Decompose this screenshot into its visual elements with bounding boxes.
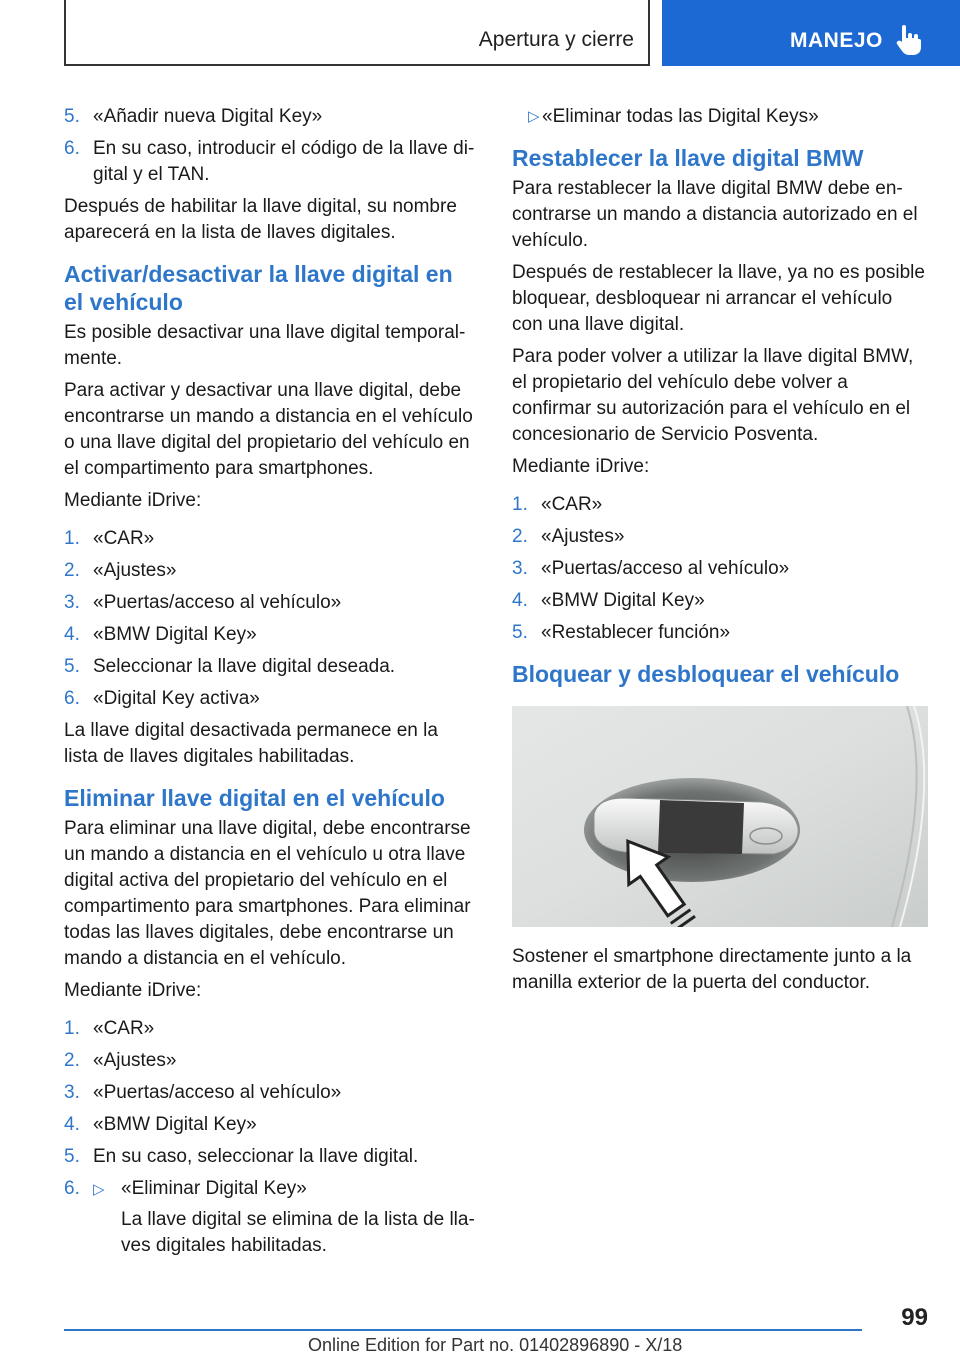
footer-edition: Online Edition for Part no. 01402896890 - X/18 xyxy=(308,1335,683,1355)
paragraph: Sostener el smartphone directamente junto a la manilla exterior de la puerta del conductor. xyxy=(512,946,912,993)
list-item: 6. ▷ «Eliminar Digital Key» La llave digital se elimina de la lista de llaves digitales habilitadas. xyxy=(64,1176,476,1259)
triangle-bullet-icon: ▷ xyxy=(93,1181,105,1198)
list-item: 1. «CAR» xyxy=(64,1018,155,1039)
list-item: 5. Seleccionar la llave digital deseada. xyxy=(64,656,396,677)
hand-pointer-icon xyxy=(896,24,924,56)
step-note: La llave digital se elimina de la lista de llaves digitales habilitadas. xyxy=(121,1209,475,1256)
steps-reset xyxy=(512,492,928,646)
heading-reset-key: Restablecer la llave digital BMW xyxy=(512,145,864,171)
triangle-bullet-icon: ▷ xyxy=(528,108,540,125)
list-item: 5. «Añadir nueva Digital Key» xyxy=(64,106,323,127)
list-item: 3. «Puertas/acceso al vehículo» xyxy=(64,592,342,613)
page-number: 99 xyxy=(901,1304,928,1331)
left-column xyxy=(64,100,476,1265)
paragraph: Para poder volver a utilizar la llave digital BMW, el propietario del vehículo debe volver a confirmar su autorización para el vehículo en el concesionario de Servicio Posventa. xyxy=(512,346,914,445)
paragraph: Después de restablecer la llave, ya no es posible bloquear, desbloquear ni arrancar el vehículo con una llave digital. xyxy=(512,262,925,335)
heading-delete-key: Eliminar llave digital en el vehículo xyxy=(64,785,445,811)
paragraph: Mediante iDrive: xyxy=(512,456,650,477)
list-item: 4. «BMW Digital Key» xyxy=(512,590,705,611)
paragraph: Mediante iDrive: xyxy=(64,490,202,511)
list-item: 5. «Restablecer función» xyxy=(512,622,731,643)
list-item: 2. «Ajustes» xyxy=(64,1050,177,1071)
paragraph: Para eliminar una llave digital, debe encontrarse un mando a distancia en el vehículo u otra llave digital activa del propietario del vehículo en el compartimento para smartphones. Para eliminar todas las llaves digitales, debe encontrarse un mando a distancia en el vehículo. xyxy=(64,818,471,969)
heading-activate-deactivate: Activar/desactivar la llave digital en el vehículo xyxy=(64,261,453,315)
steps-delete xyxy=(64,1016,476,1259)
paragraph: Es posible desactivar una llave digital temporalmente. xyxy=(64,322,466,369)
footer-divider xyxy=(64,1329,862,1331)
right-column xyxy=(512,100,928,1002)
list-item: 4. «BMW Digital Key» xyxy=(64,624,257,645)
header-section-box xyxy=(64,0,650,66)
header-tab-manejo[interactable] xyxy=(662,0,960,66)
paragraph: Para restablecer la llave digital BMW debe encontrarse un mando a distancia autorizado en el vehículo. xyxy=(512,178,918,251)
heading-lock-unlock: Bloquear y desbloquear el vehículo xyxy=(512,661,900,687)
paragraph: Para activar y desactivar una llave digital, debe encontrarse un mando a distancia en el vehículo o una llave digital del propietario del vehículo en el compartimento para smartphones. xyxy=(64,380,473,479)
steps-add-key xyxy=(64,104,476,188)
header-tab-label: MANEJO xyxy=(790,29,883,52)
list-item: 2. «Ajustes» xyxy=(512,526,625,547)
steps-activate xyxy=(64,526,476,712)
list-item: 5. En su caso, seleccionar la llave digital. xyxy=(64,1146,419,1167)
list-item: 6. En su caso, introducir el código de la llave digital y el TAN. xyxy=(64,138,475,185)
door-handle-illustration xyxy=(512,706,928,927)
paragraph: Después de habilitar la llave digital, su nombre aparecerá en la lista de llaves digitales. xyxy=(64,196,457,243)
list-item: 2. «Ajustes» xyxy=(64,560,177,581)
paragraph: La llave digital desactivada permanece en la lista de llaves digitales habilitadas. xyxy=(64,720,438,767)
list-item: 1. «CAR» xyxy=(64,528,155,549)
paragraph: Mediante iDrive: xyxy=(64,980,202,1001)
list-item: ▷ «Eliminar todas las Digital Keys» xyxy=(512,104,928,130)
list-item: 3. «Puertas/acceso al vehículo» xyxy=(64,1082,342,1103)
header-section-title: Apertura y cierre xyxy=(478,28,634,51)
list-item: 3. «Puertas/acceso al vehículo» xyxy=(512,558,790,579)
list-item: 1. «CAR» xyxy=(512,494,603,515)
list-item: 6. «Digital Key activa» xyxy=(64,688,260,709)
list-item: 4. «BMW Digital Key» xyxy=(64,1114,257,1135)
